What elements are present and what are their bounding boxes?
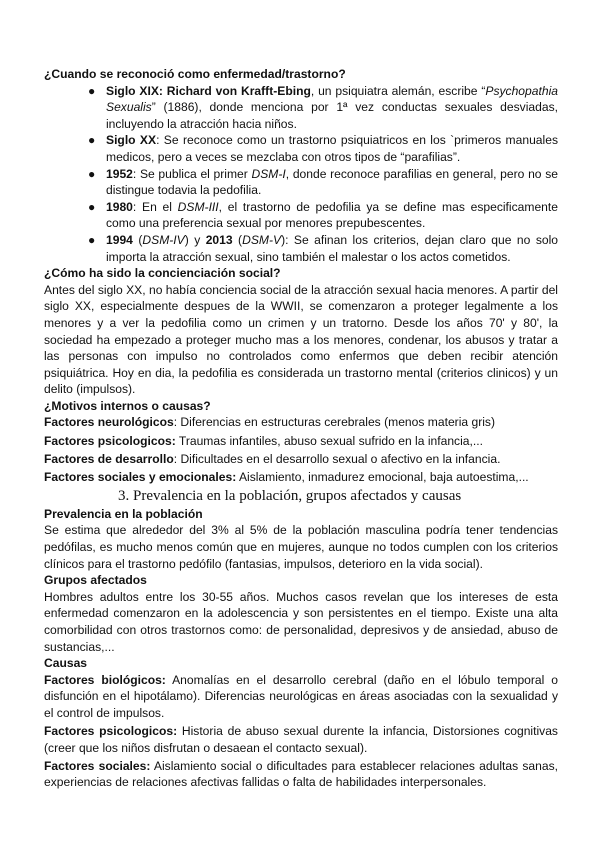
heading-prevalence: Prevalencia en la población bbox=[44, 506, 203, 521]
bullet-icon: ● bbox=[88, 199, 96, 214]
bullet-icon: ● bbox=[88, 133, 96, 148]
prevalence-paragraph: Se estima que alrededor del 3% al 5% de la población masculina podría tener tendencias pedófilas, es mucho menos común que en mujeres, aunque no todos cumplen con los criterios clínicos para el trastorno pedófilo (fantasias, impulsos, deterioro en la vida social). bbox=[44, 523, 558, 571]
cause-paragraph: Factores psicologicos: Historia de abuso sexual durente la infancia, Distorsiones cognitivas (creer que los niños disfrutan o desaean el contacto sexual). bbox=[44, 724, 558, 755]
recognition-list bbox=[44, 83, 558, 266]
heading-recognition: ¿Cuando se reconoció como enfermedad/trastorno? bbox=[44, 67, 346, 81]
heading-motives: ¿Motivos internos o causas? bbox=[44, 398, 211, 413]
factor-line: Factores psicologicos: Traumas infantiles, abuso sexual sufrido en la infancia,... bbox=[44, 433, 483, 448]
list-item: ● 1952: Se publica el primer DSM-I, donde reconoce parafilias en general, pero no se distingue todavia la pedofilia. bbox=[88, 166, 558, 198]
factor-line: Factores de desarrollo: Dificultades en el desarrollo sexual o afectivo en la infancia. bbox=[44, 451, 501, 466]
awareness-paragraph: Antes del siglo XX, no había conciencia social de la atracción sexual hacia menores. A partir del siglo XX, especialmente despues de la WWII, se comenzaron a proteger legalmente a los menores y a ver la pedofilia como un crimen y un tratorno. Desde los años 70' y 80', la sociedad ha empezado a proteger mucho mas a los menores, condenar, los abusos y tratar a las personas con impulso no controlados como enfermos que deben recibir atención psiquiátrica. Hoy en dia, la pedofilia es considerada un trastorno mental (criterios clinicos) y un delito (impulsos). bbox=[44, 282, 558, 397]
cause-paragraph: Factores biológicos: Anomalías en el desarrollo cerebral (daño en el lóbulo temporal o disfunción en el hipotálamo). Diferencias neurológicas en áreas asociadas con la sexualidad y el control de impulsos. bbox=[44, 672, 558, 720]
bullet-icon: ● bbox=[88, 166, 96, 181]
cause-paragraph: Factores sociales: Aislamiento social o dificultades para establecer relaciones adultas sanas, experiencias de relaciones afectivas fallidas o falta de habilidades interpersonales. bbox=[44, 758, 558, 790]
list-item: ● Siglo XX: Se reconoce como un trastorno psiquiatricos en los `primeros manuales medicos, pero a veces se mezclaba con otros tipos de “parafilias”. bbox=[88, 133, 558, 164]
list-item: ● 1980: En el DSM-III, el trastorno de pedofilia ya se define mas especificamente como una preferencia sexual por menores prepubescentes. bbox=[88, 199, 558, 231]
section-title: 3. Prevalencia en la población, grupos afectados y causas bbox=[118, 487, 462, 504]
document-page bbox=[44, 66, 558, 792]
list-item: ● 1994 (DSM-IV) y 2013 (DSM-V): Se afinan los criterios, dejan claro que no solo importa la atracción sexual, sino también el malestar o los actos cometidos. bbox=[88, 232, 559, 264]
heading-causes: Causas bbox=[44, 656, 88, 671]
heading-groups: Grupos afectados bbox=[44, 573, 147, 588]
bullet-icon: ● bbox=[88, 83, 96, 98]
factor-line: Factores sociales y emocionales: Aislamiento, inmadurez emocional, baja autoestima,... bbox=[44, 469, 529, 484]
bullet-icon: ● bbox=[88, 232, 96, 247]
heading-awareness: ¿Cómo ha sido la concienciación social? bbox=[44, 266, 281, 281]
groups-paragraph: Hombres adultos entre los 30-55 años. Muchos casos revelan que los intereses de esta enfermedad comenzaron en la adolescencia y son persistentes en el tiempo. Existe una alta comorbilidad con otros trastornos como: de personalidad, depresivos y de ansiedad, abuso de sustancias,... bbox=[44, 589, 558, 654]
list-item: ● Siglo XIX: Richard von Krafft-Ebing, un psiquiatra alemán, escribe “Psychopathia Sexualis” (1886), donde menciona por 1ª vez conductas sexuales desviadas, incluyendo la atracción hacia niños. bbox=[88, 83, 558, 131]
factor-line: Factores neurológicos: Diferencias en estructuras cerebrales (menos materia gris) bbox=[44, 415, 495, 430]
